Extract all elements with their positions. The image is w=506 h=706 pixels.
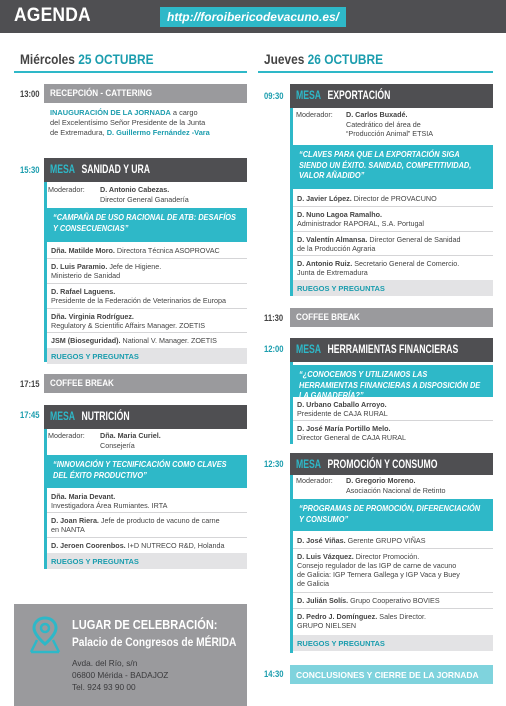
speaker: D. José María Portillo Melo. Director General de CAJA RURAL bbox=[297, 424, 407, 442]
moderator: Moderador: D. Carlos Buxadé. Catedrático del área de “Producción Animal” ETSIA bbox=[296, 110, 434, 138]
moderator: Moderador: D. Antonio Cabezas. Director General Ganadería bbox=[48, 185, 189, 204]
mesa-exportacion-quote: “CLAVES PARA QUE LA EXPORTACIÓN SIGA SIENDO UN ÉXITO. SANIDAD, COMPETITIVIDAD, VALOR AÑADIDO” bbox=[293, 145, 493, 189]
mesa-exportacion-bar: MESA EXPORTACIÓN bbox=[290, 84, 493, 108]
qa-label: RUEGOS Y PREGUNTAS bbox=[293, 635, 493, 651]
mesa-nutricion-quote: “INNOVACIÓN Y TECNIFICACIÓN COMO CLAVES DEL ÉXITO PRODUCTIVO” bbox=[47, 455, 247, 488]
time-label: 15:30 bbox=[20, 165, 40, 175]
mesa-sanidad-bar: MESA SANIDAD Y URA bbox=[44, 158, 247, 182]
speaker: Dña. Virginia Rodríguez. Regulatory & Scientific Affairs Manager. ZOETIS bbox=[47, 310, 247, 333]
mesa-nutricion-bar: MESA NUTRICIÓN bbox=[44, 405, 247, 429]
speaker: D. Julián Solís. Grupo Cooperativo BOVIES bbox=[293, 594, 493, 609]
qa-label: RUEGOS Y PREGUNTAS bbox=[293, 280, 493, 296]
speaker: Dña. Matilde Moro. Directora Técnica ASOPROVAC bbox=[47, 244, 247, 259]
speaker: D. Rafael Laguens. Presidente de la Federación de Veterinarios de Europa bbox=[47, 285, 247, 309]
time-label: 12:00 bbox=[264, 344, 284, 354]
speaker: Dña. Maria Devant. Investigadora Área Rumiantes. IRTA bbox=[47, 490, 247, 513]
venue-box bbox=[14, 604, 247, 706]
coffee-break-bar: COFFEE BREAK bbox=[290, 308, 493, 327]
speaker: D. Luis Vázquez. Director Promoción. Consejo regulador de las IGP de carne de vacuno de Galicia: IGP Ternera Gallega y IGP Vaca y Buey de Galicia bbox=[293, 550, 493, 593]
agenda-title: AGENDA bbox=[14, 5, 91, 26]
speaker: D. Valentín Almansa. Director General de Sanidad de la Producción Agraria bbox=[293, 233, 493, 256]
coffee-break-bar: COFFEE BREAK bbox=[44, 374, 247, 393]
speaker: D. Urbano Caballo Arroyo. Presidente de CAJA RURAL bbox=[293, 398, 493, 421]
venue-title: LUGAR DE CELEBRACIÓN: bbox=[72, 617, 218, 632]
time-label: 09:30 bbox=[264, 91, 284, 101]
speaker: D. Joan Riera. Jefe de producto de vacuno de carne en NANTA bbox=[47, 514, 247, 538]
moderator: Moderador: D. Gregorio Moreno. Asociación Nacional de Retinto bbox=[296, 476, 446, 495]
mesa-promocion-bar: MESA PROMOCIÓN Y CONSUMO bbox=[290, 453, 493, 475]
moderator: Moderador: Dña. Maria Curiel. Consejería bbox=[48, 431, 161, 450]
venue-name: Palacio de Congresos de MÉRIDA bbox=[72, 635, 237, 649]
day2-header: Jueves 26 OCTUBRE bbox=[264, 51, 384, 67]
time-label: 17:45 bbox=[20, 410, 40, 420]
time-label: 17:15 bbox=[20, 379, 40, 389]
speaker: D. Nuno Lagoa Ramalho. Administrador RAPORAL, S.A. Portugal bbox=[293, 208, 493, 232]
location-pin-icon bbox=[28, 616, 62, 654]
time-label: 11:30 bbox=[264, 313, 284, 323]
day1-rule bbox=[14, 71, 247, 73]
venue-phone: Tel. 924 93 90 00 bbox=[72, 682, 136, 692]
mesa-promocion-quote: “PROGRAMAS DE PROMOCIÓN, DIFERENCIACIÓN Y CONSUMO” bbox=[293, 499, 493, 531]
reception-bar: RECEPCIÓN - CATTERING bbox=[44, 84, 247, 103]
speaker: D. Luis Paramio. Jefe de Higiene. Ministerio de Sanidad bbox=[47, 260, 247, 284]
speaker: D. Jeroen Coorenbos. I+D NUTRECO R&D, Holanda bbox=[51, 541, 225, 550]
speaker: JSM (Bioseguridad). National V. Manager. ZOETIS bbox=[51, 336, 217, 345]
time-label: 12:30 bbox=[264, 459, 284, 469]
closing-bar: CONCLUSIONES Y CIERRE DE LA JORNADA bbox=[290, 665, 493, 684]
time-label: 13:00 bbox=[20, 89, 40, 99]
day2-rule bbox=[258, 71, 493, 73]
speaker: D. Pedro J. Domínguez. Sales Director. GRUPO NIELSEN bbox=[297, 612, 427, 630]
qa-label: RUEGOS Y PREGUNTAS bbox=[47, 553, 247, 569]
mesa-herramientas-quote: “¿CONOCEMOS Y UTILIZAMOS LAS HERRAMIENTAS FINANCIERAS A DISPOSICIÓN DE LA GANADERÍA?” bbox=[293, 365, 493, 397]
day1-header: Miércoles 25 OCTUBRE bbox=[20, 51, 154, 67]
speaker: D. Antonio Ruiz. Secretario General de Comercio. Junta de Extremadura bbox=[297, 259, 460, 277]
website-link[interactable]: http://foroibericodevacuno.es/ bbox=[160, 7, 346, 27]
mesa-herramientas-bar: MESA HERRAMIENTAS FINANCIERAS bbox=[290, 338, 493, 362]
time-label: 14:30 bbox=[264, 669, 284, 679]
header-bar bbox=[0, 0, 506, 33]
inauguration-text: INAUGURACIÓN DE LA JORNADA a cargo del Excelentísimo Señor Presidente de la Junta de Extremadura, D. Guillermo Fernández -Vara bbox=[50, 108, 210, 137]
speaker: D. José Viñas. Gerente GRUPO VIÑAS bbox=[293, 534, 493, 549]
speaker: D. Javier López. Director de PROVACUNO bbox=[293, 192, 493, 207]
qa-label: RUEGOS Y PREGUNTAS bbox=[47, 348, 247, 364]
mesa-sanidad-quote: “CAMPAÑA DE USO RACIONAL DE ATB: DESAFÍOS Y CONSECUENCIAS” bbox=[47, 208, 247, 242]
venue-address: Avda. del Río, s/n bbox=[72, 658, 138, 668]
venue-postcode: 06800 Mérida - BADAJOZ bbox=[72, 670, 169, 680]
